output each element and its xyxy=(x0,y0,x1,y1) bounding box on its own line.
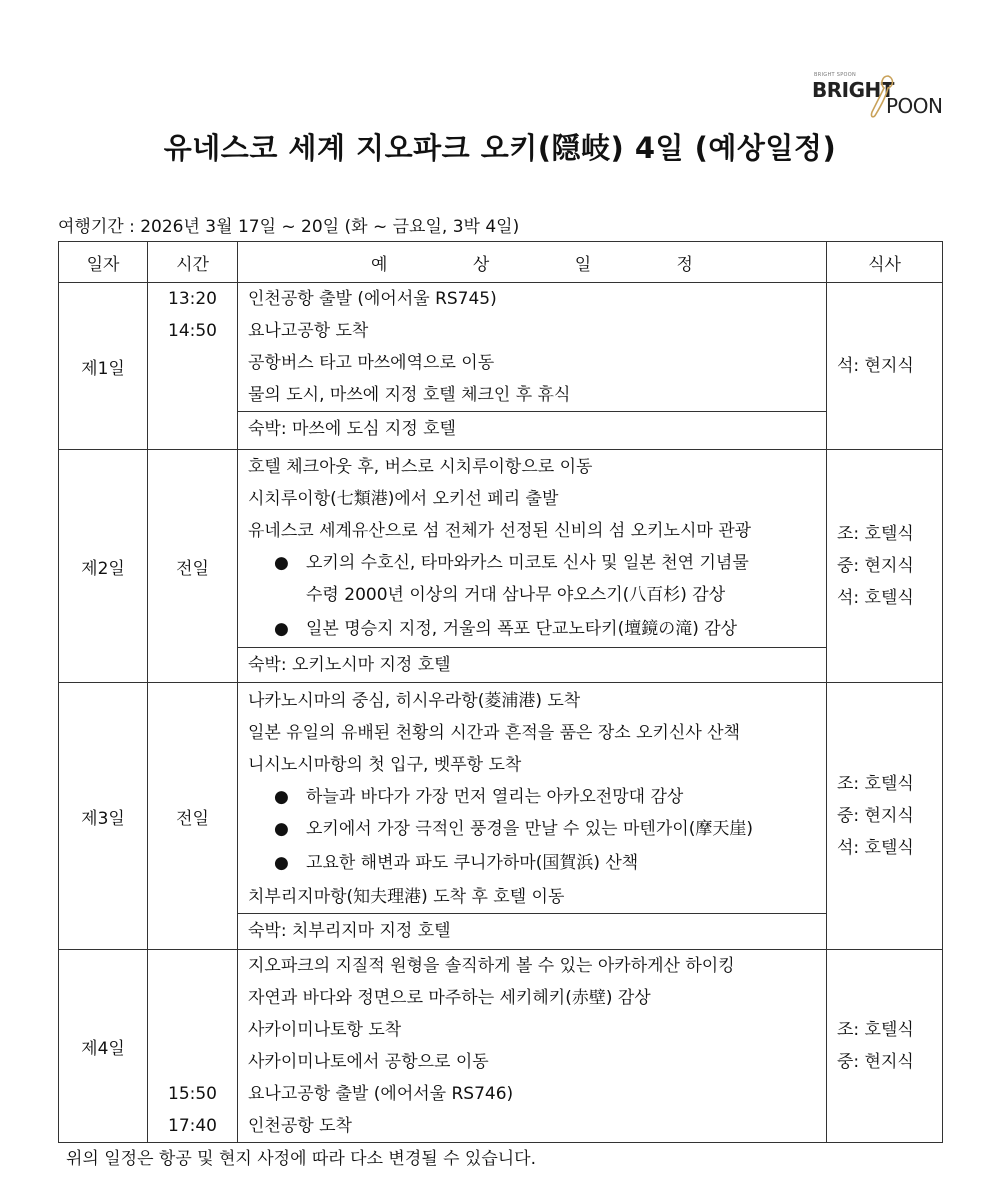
itinerary-table xyxy=(58,241,943,1143)
schedule-line: 자연과 바다와 정면으로 마주하는 세키헤키(赤壁) 감상 xyxy=(248,988,651,1008)
stay-line: 숙박: 치부리지마 지정 호텔 xyxy=(238,913,826,948)
schedule-cell xyxy=(238,450,827,683)
schedule-cell xyxy=(238,683,827,950)
page-title: 유네스코 세계 지오파크 오키(隠岐) 4일 (예상일정) xyxy=(163,131,837,165)
day-cell: 제2일 xyxy=(59,450,148,683)
schedule-line: 시치루이항(七類港)에서 오키선 페리 출발 xyxy=(248,488,559,509)
day-cell: 제1일 xyxy=(59,283,148,450)
time-cell xyxy=(148,283,238,450)
schedule-line: 사카이미나토에서 공항으로 이동 xyxy=(248,1052,489,1072)
travel-period: 여행기간 : 2026년 3월 17일 ~ 20일 (화 ~ 금요일, 3박 4일) xyxy=(58,217,520,237)
logo-bright: BRIGHT xyxy=(812,78,894,102)
meal-item: 석: 현지식 xyxy=(837,356,914,376)
time-value: 15:50 xyxy=(168,1084,217,1104)
schedule-cell xyxy=(238,283,827,450)
table-row xyxy=(59,950,943,1143)
bullet-icon: ● xyxy=(274,818,289,839)
meal-item: 석: 호텔식 xyxy=(837,588,914,608)
schedule-line: 니시노시마항의 첫 입구, 벳푸항 도착 xyxy=(248,754,522,775)
schedule-line: 유네스코 세계유산으로 섬 전체가 선정된 신비의 섬 오키노시마 관광 xyxy=(248,520,752,541)
schedule-line: 인천공항 출발 (에어서울 RS745) xyxy=(248,289,497,309)
header-day: 일자 xyxy=(59,242,148,283)
bullet-line xyxy=(238,611,826,647)
time-spacer xyxy=(148,1014,237,1046)
schedule-line: 나카노시마의 중심, 히시우라항(菱浦港) 도착 xyxy=(248,690,581,711)
time-cell xyxy=(148,950,238,1143)
bullet-text: 오키의 수호신, 타마와카스 미코토 신사 및 일본 천연 기념물 xyxy=(306,552,749,573)
time-value: 17:40 xyxy=(168,1116,217,1136)
schedule-line: 공항버스 타고 마쓰에역으로 이동 xyxy=(248,353,495,373)
table-row xyxy=(59,283,943,450)
bullet-icon: ● xyxy=(274,618,289,639)
logo-poon: POON xyxy=(886,94,943,118)
meal-cell xyxy=(827,683,943,950)
meal-item: 조: 호텔식 xyxy=(837,1020,914,1040)
bullet-icon: ● xyxy=(274,552,289,573)
meal-item: 중: 현지식 xyxy=(837,1052,914,1072)
schedule-line: 인천공항 도착 xyxy=(248,1116,352,1136)
time-spacer xyxy=(148,1046,237,1078)
header-meal: 식사 xyxy=(827,242,943,283)
bullet-line xyxy=(238,781,826,813)
time-spacer xyxy=(148,982,237,1014)
bullet-text: 일본 명승지 지정, 거울의 폭포 단교노타키(壇鏡の滝) 감상 xyxy=(306,618,738,639)
logo-tagline: BRIGHT SPOON xyxy=(814,72,857,78)
bullet-text: 고요한 해변과 파도 쿠니가하마(国賀浜) 산책 xyxy=(306,852,639,873)
meal-cell xyxy=(827,283,943,450)
bullet-line xyxy=(238,813,826,845)
meal-item: 중: 현지식 xyxy=(837,556,914,576)
time-cell: 전일 xyxy=(148,683,238,950)
table-header-row xyxy=(59,242,943,283)
stay-line: 숙박: 오키노시마 지정 호텔 xyxy=(238,647,826,682)
bullet-line xyxy=(238,845,826,881)
table-row xyxy=(59,450,943,683)
schedule-line: 지오파크의 지질적 원형을 솔직하게 볼 수 있는 아카하게산 하이킹 xyxy=(248,956,735,976)
schedule-line: 치부리지마항(知夫理港) 도착 후 호텔 이동 xyxy=(248,886,565,907)
footnote: 위의 일정은 항공 및 현지 사정에 따라 다소 변경될 수 있습니다. xyxy=(66,1149,536,1169)
bullet-line xyxy=(238,547,826,579)
day-cell: 제3일 xyxy=(59,683,148,950)
bullet-continuation: 수령 2000년 이상의 거대 삼나무 야오스기(八百杉) 감상 xyxy=(306,584,726,605)
bullet-icon: ● xyxy=(274,852,289,873)
meal-item: 중: 현지식 xyxy=(837,806,914,826)
day-cell: 제4일 xyxy=(59,950,148,1143)
stay-line: 숙박: 마쓰에 도심 지정 호텔 xyxy=(238,411,826,446)
bullet-text: 오키에서 가장 극적인 풍경을 만날 수 있는 마텐가이(摩天崖) xyxy=(306,818,753,839)
schedule-line: 호텔 체크아웃 후, 버스로 시치루이항으로 이동 xyxy=(248,456,593,477)
time-value: 14:50 xyxy=(168,321,217,341)
meal-item: 석: 호텔식 xyxy=(837,838,914,858)
schedule-line: 요나고공항 출발 (에어서울 RS746) xyxy=(248,1084,514,1104)
header-schedule xyxy=(238,242,827,283)
schedule-line: 일본 유일의 유배된 천황의 시간과 흔적을 품은 장소 오키신사 산책 xyxy=(248,722,741,743)
bullet-text: 하늘과 바다가 가장 먼저 열리는 아카오전망대 감상 xyxy=(306,786,684,807)
schedule-line: 물의 도시, 마쓰에 지정 호텔 체크인 후 휴식 xyxy=(248,385,571,405)
schedule-cell xyxy=(238,950,827,1143)
time-value: 13:20 xyxy=(168,289,217,309)
header-time: 시간 xyxy=(148,242,238,283)
time-spacer xyxy=(148,950,237,982)
brand-logo xyxy=(810,70,950,120)
meal-item: 조: 호텔식 xyxy=(837,774,914,794)
meal-item: 조: 호텔식 xyxy=(837,524,914,544)
bullet-icon: ● xyxy=(274,786,289,807)
meal-cell xyxy=(827,950,943,1143)
time-cell: 전일 xyxy=(148,450,238,683)
schedule-line: 요나고공항 도착 xyxy=(248,321,369,341)
meal-cell xyxy=(827,450,943,683)
table-row xyxy=(59,683,943,950)
schedule-line: 사카이미나토항 도착 xyxy=(248,1020,402,1040)
header-schedule-label: 예 상 일 정 xyxy=(371,254,693,275)
